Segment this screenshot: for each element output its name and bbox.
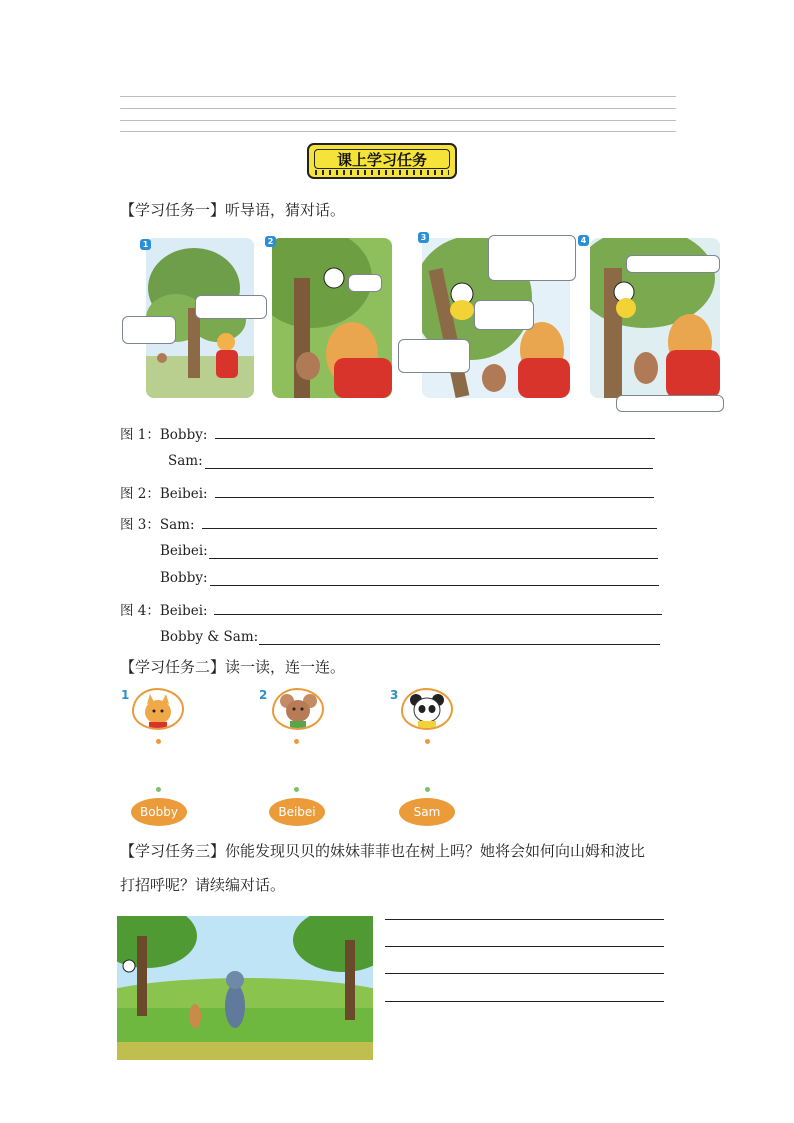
task3-answer-line-2[interactable] [385, 946, 664, 947]
match-number-1: 1 [121, 688, 130, 702]
speech-bubble-1b[interactable] [122, 316, 176, 344]
speech-bubble-1a[interactable] [195, 295, 267, 319]
answer-line-fig1-sam[interactable] [205, 468, 653, 469]
task3-answer-line-4[interactable] [385, 1001, 664, 1002]
panda-face-icon [403, 690, 451, 728]
match-number-2: 2 [259, 688, 268, 702]
speech-bubble-4b[interactable] [616, 395, 724, 412]
speech-bubble-4a[interactable] [626, 255, 720, 273]
match-dot-bottom-2[interactable] [294, 787, 299, 792]
comic-panel-2 [272, 238, 392, 398]
meadow-scene-image [117, 916, 373, 1060]
mouse-face-icon [274, 690, 322, 728]
task1-heading: 【学习任务一】听导语，猜对话。 [120, 201, 346, 219]
answer-line-fig4-beibei[interactable] [214, 614, 662, 615]
answer-line-fig3-beibei[interactable] [209, 558, 658, 559]
match-dot-top-1[interactable] [156, 739, 161, 744]
answer-label-fig4-beibei: 图 4：Beibei: [120, 603, 208, 619]
match-number-3: 3 [390, 688, 399, 702]
answer-label-fig3-sam: 图 3：Sam: [120, 517, 195, 533]
speech-bubble-3a[interactable] [488, 235, 576, 281]
answer-label-fig4-bobby-sam: Bobby & Sam: [160, 629, 259, 645]
match-dot-top-3[interactable] [425, 739, 430, 744]
answer-line-fig3-bobby[interactable] [210, 585, 659, 586]
panel-number-3-badge: 3 [418, 232, 429, 243]
answer-label-fig1-sam: Sam: [168, 453, 203, 469]
panel-number-4-badge: 4 [578, 235, 589, 246]
speech-bubble-3c[interactable] [398, 339, 470, 373]
speech-bubble-2[interactable] [348, 274, 382, 292]
cat-avatar-icon [132, 688, 184, 730]
match-dot-bottom-1[interactable] [156, 787, 161, 792]
panel-number-1-badge: 1 [140, 239, 151, 250]
answer-line-fig1-bobby[interactable] [215, 438, 655, 439]
panel-number-2-badge: 2 [265, 236, 276, 247]
section-banner [307, 143, 457, 179]
banner-ruler-ticks [315, 170, 449, 175]
speech-bubble-3b[interactable] [474, 300, 534, 330]
header-rule-2 [120, 108, 676, 109]
panda-avatar-icon [401, 688, 453, 730]
mouse-avatar-icon [272, 688, 324, 730]
answer-line-fig4-bobby-sam[interactable] [259, 644, 660, 645]
task3-answer-line-3[interactable] [385, 973, 664, 974]
answer-label-fig1-bobby: 图 1：Bobby: [120, 427, 208, 443]
answer-label-fig2-beibei: 图 2：Beibei: [120, 486, 208, 502]
answer-line-fig2-beibei[interactable] [215, 497, 654, 498]
task3-heading-line1: 【学习任务三】你能发现贝贝的妹妹菲菲也在树上吗？她将会如何向山姆和波比 [120, 842, 646, 860]
banner-title: 课上学习任务 [314, 149, 450, 169]
task3-answer-line-1[interactable] [385, 919, 664, 920]
name-pill-beibei: Beibei [269, 798, 325, 826]
answer-label-fig3-beibei: Beibei: [160, 543, 208, 559]
header-rule-3 [120, 120, 676, 121]
match-dot-top-2[interactable] [294, 739, 299, 744]
answer-line-fig3-sam[interactable] [202, 528, 657, 529]
meadow-scene-illustration [117, 916, 373, 1060]
header-rule-1 [120, 96, 676, 97]
header-rule-4 [120, 131, 676, 132]
match-dot-bottom-3[interactable] [425, 787, 430, 792]
name-pill-bobby: Bobby [131, 798, 187, 826]
task3-heading-line2: 打招呼呢？请续编对话。 [120, 876, 286, 894]
panel-2-illustration [272, 238, 392, 398]
answer-label-fig3-bobby: Bobby: [160, 570, 208, 586]
cat-face-icon [134, 690, 182, 728]
name-pill-sam: Sam [399, 798, 455, 826]
task2-heading: 【学习任务二】读一读，连一连。 [120, 658, 346, 676]
